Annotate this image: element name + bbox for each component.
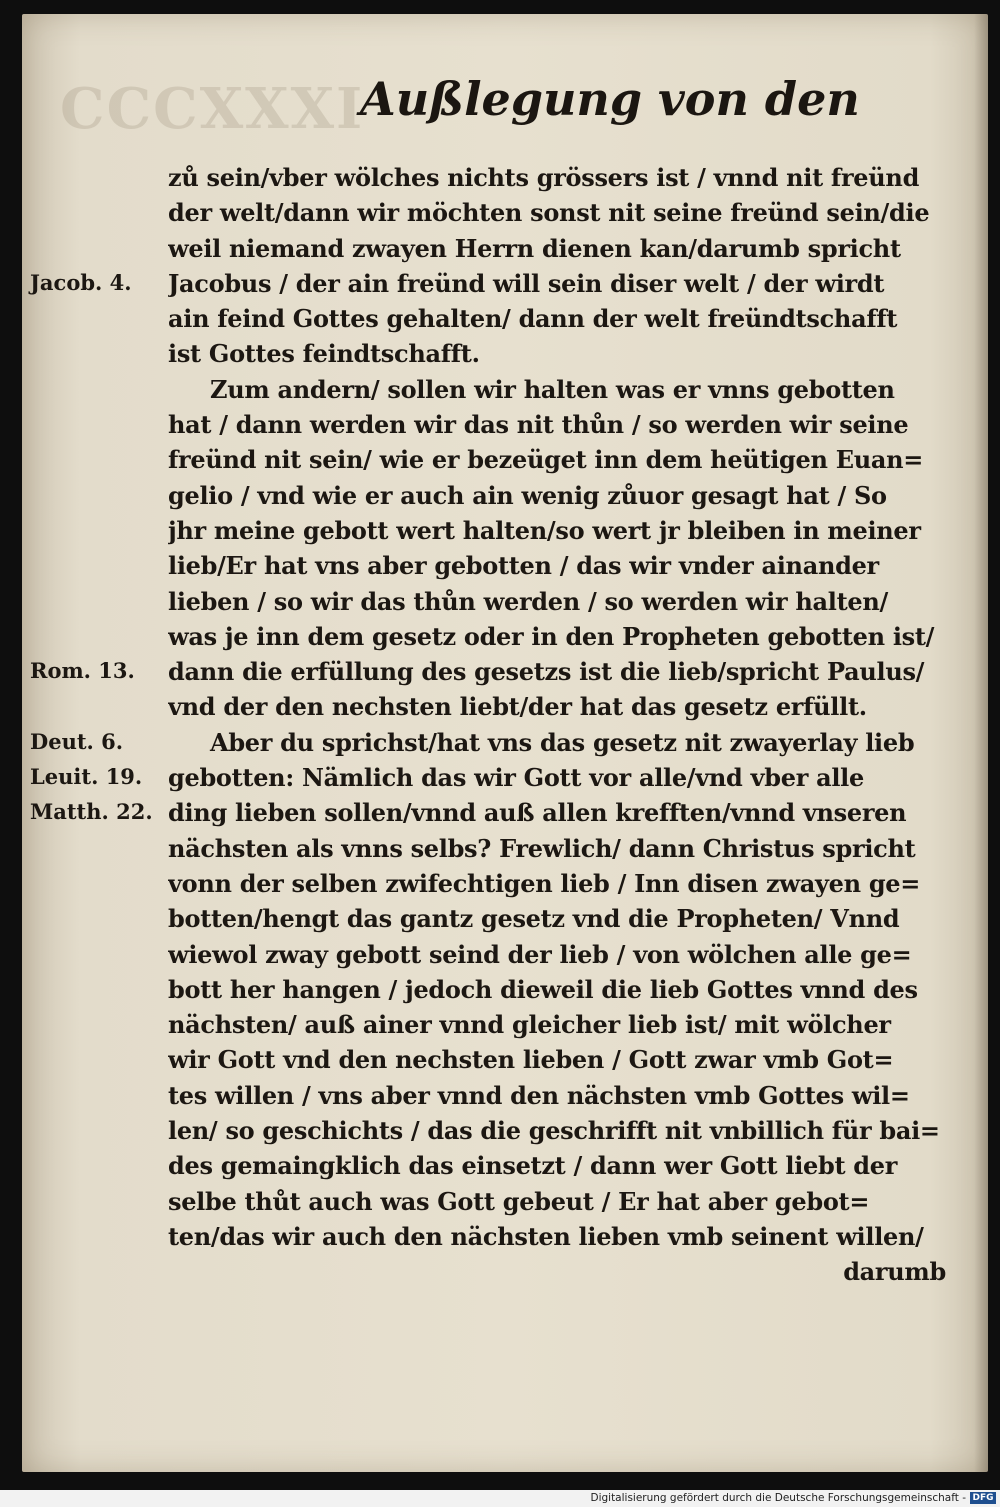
margin-note: Rom. 13. xyxy=(30,658,135,684)
text-line: was je inn dem gesetz oder in den Propheten gebotten ist/ xyxy=(168,621,935,651)
bleed-through-folio: CCCXXXI xyxy=(60,76,365,142)
text-line: lieb/Er hat vns aber gebotten / das wir vnder ainander xyxy=(168,551,879,581)
page-edge-shadow xyxy=(974,14,988,1472)
margin-note: Jacob. 4. xyxy=(30,269,132,295)
text-line: lieben / so wir das thůn werden / so werden wir halten/ xyxy=(168,586,888,616)
running-header: Außlegung von den xyxy=(360,72,860,126)
text-line: len/ so geschichts / das die geschrifft nit vnbillich für bai= xyxy=(168,1116,940,1146)
text-line: ding lieben sollen/vnnd auß allen krefften/vnnd vnseren xyxy=(168,798,907,828)
margin-note: Deut. 6. xyxy=(30,728,124,754)
text-line: bott her hangen / jedoch dieweil die lieb Gottes vnnd des xyxy=(168,974,918,1004)
text-line: selbe thůt auch was Gott gebeut / Er hat aber gebot= xyxy=(168,1186,870,1216)
dfg-logo: DFG xyxy=(970,1492,996,1504)
text-line: botten/hengt das gantz gesetz vnd die Propheten/ Vnnd xyxy=(168,904,900,934)
text-line: des gemaingklich das einsetzt / dann wer Gott liebt der xyxy=(168,1151,898,1181)
text-line: hat / dann werden wir das nit thůn / so werden wir seine xyxy=(168,410,909,440)
text-line: wiewol zway gebott seind der lieb / von wölchen alle ge= xyxy=(168,939,912,969)
margin-note: Leuit. 19. xyxy=(30,764,143,790)
funding-notice: Digitalisierung gefördert durch die Deutsche Forschungsgemeinschaft - xyxy=(590,1492,966,1504)
text-line: vonn der selben zwifechtigen lieb / Inn disen zwayen ge= xyxy=(168,868,921,898)
text-line: Aber du sprichst/hat vns das gesetz nit zwayerlay lieb xyxy=(210,727,915,757)
text-line: ten/das wir auch den nächsten lieben vmb seinent willen/ xyxy=(168,1221,924,1251)
margin-note: Matth. 22. xyxy=(30,799,153,825)
text-line: vnd der den nechsten liebt/der hat das gesetz erfüllt. xyxy=(168,692,867,722)
text-line: gelio / vnd wie er auch ain wenig zůuor gesagt hat / So xyxy=(168,480,887,510)
text-line: nächsten als vnns selbs? Frewlich/ dann Christus spricht xyxy=(168,833,916,863)
body-text xyxy=(168,160,958,1290)
text-line: ain feind Gottes gehalten/ dann der welt freündtschafft xyxy=(168,304,898,334)
text-line: zů sein/vber wölches nichts grössers ist / vnnd nit freünd xyxy=(168,163,920,192)
text-line: tes willen / vns aber vnnd den nächsten vmb Gottes wil= xyxy=(168,1080,910,1110)
text-line: weil niemand zwayen Herrn dienen kan/darumb spricht xyxy=(168,233,901,263)
text-line: jhr meine gebott wert halten/so wert jr bleiben in meiner xyxy=(168,515,921,545)
text-line: nächsten/ auß ainer vnnd gleicher lieb ist/ mit wölcher xyxy=(168,1010,891,1040)
text-line: wir Gott vnd den nechsten lieben / Gott zwar vmb Got= xyxy=(168,1045,894,1075)
text-line: darumb xyxy=(843,1257,946,1287)
text-line: der welt/dann wir möchten sonst nit seine freünd sein/die xyxy=(168,198,930,228)
text-line: gebotten: Nämlich das wir Gott vor alle/vnd vber alle xyxy=(168,763,864,793)
text-line: ist Gottes feindtschafft. xyxy=(168,339,480,369)
text-line: dann die erfüllung des gesetzs ist die lieb/spricht Paulus/ xyxy=(168,657,925,687)
text-line: Jacobus / der ain freünd will sein diser welt / der wirdt xyxy=(168,268,885,298)
text-line: freünd nit sein/ wie er bezeüget inn dem heütigen Euan= xyxy=(168,445,924,475)
text-line: Zum andern/ sollen wir halten was er vnns gebotten xyxy=(210,374,895,404)
